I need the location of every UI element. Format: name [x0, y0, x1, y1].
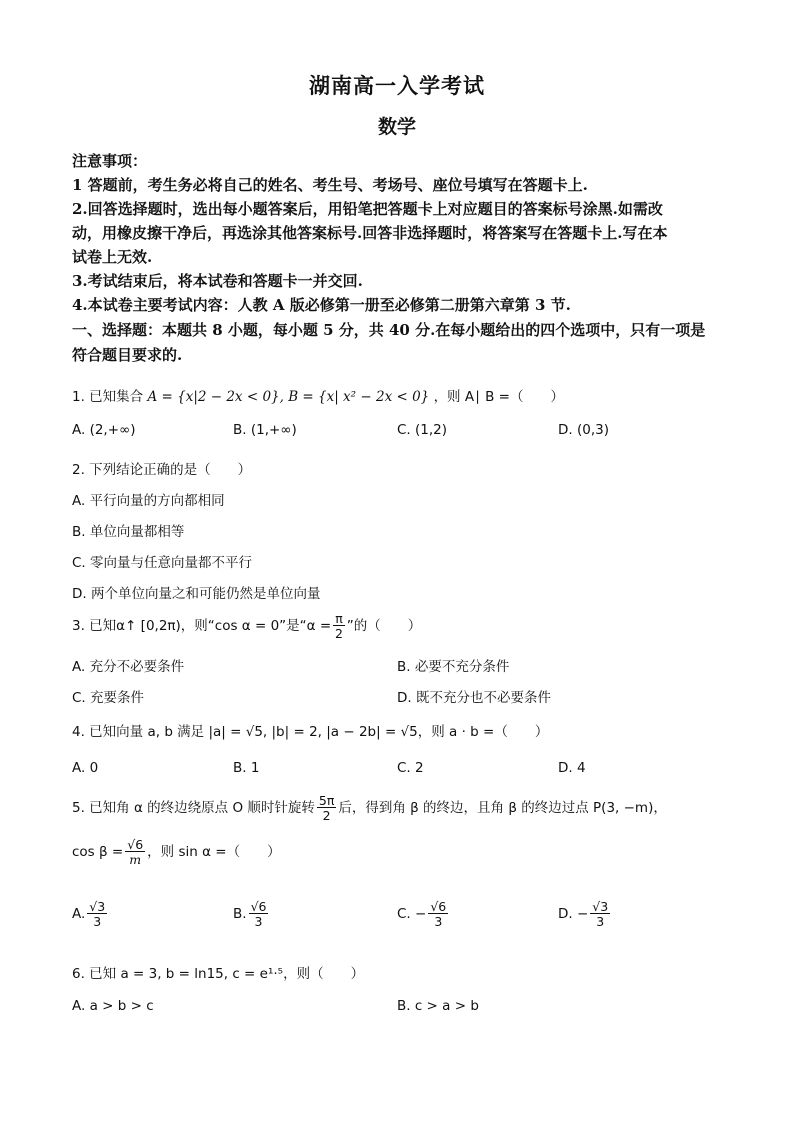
question-5-option-b-label: B.	[233, 906, 247, 923]
question-5-option-c-numerator: √6	[430, 899, 447, 914]
question-4-stem: 4. 已知向量 a, b 满足 |a| = √5, |b| = 2, |a − 2b| = √5，则 a · b =（ ）	[72, 724, 549, 740]
note-3: 3.考试结束后，将本试卷和答题卡一并交回.	[72, 272, 363, 290]
question-2-option-b: B. 单位向量都相等	[72, 524, 185, 540]
question-5-option-c-label: C. −	[397, 906, 427, 923]
question-1-option-b: B. (1,+∞)	[233, 422, 297, 438]
question-3-fraction-denominator: 2	[334, 626, 343, 642]
notes-heading: 注意事项：	[72, 152, 148, 170]
question-5-option-b-numerator: √6	[250, 899, 267, 914]
question-5-option-d-fraction	[590, 900, 610, 928]
question-4-option-a: A. 0	[72, 760, 99, 776]
question-3-suffix: ”的（ ）	[346, 618, 422, 635]
question-5-option-a	[72, 900, 109, 928]
question-5-option-d	[558, 900, 612, 928]
question-5-option-c	[397, 900, 450, 928]
question-1-stem	[72, 385, 564, 405]
question-2-option-d: D. 两个单位向量之和可能仍然是单位向量	[72, 586, 321, 602]
note-2-line-3: 试卷上无效.	[72, 248, 153, 266]
question-3-option-b: B. 必要不充分条件	[397, 659, 510, 675]
question-5-rotation-numerator: 5π	[318, 793, 335, 808]
question-3-option-a: A. 充分不必要条件	[72, 659, 185, 675]
question-5-condition-numerator: √6	[127, 837, 144, 852]
question-6-stem: 6. 已知 a = 3, b = ln15, c = e¹·⁵，则（ ）	[72, 966, 365, 982]
question-5-rotation-denominator: 2	[322, 808, 331, 824]
exam-title: 湖南高一入学考试	[309, 73, 485, 98]
question-5-option-d-label: D. −	[558, 906, 589, 923]
question-2-option-a: A. 平行向量的方向都相同	[72, 493, 225, 509]
question-2-stem: 2. 下列结论正确的是（ ）	[72, 462, 252, 478]
question-5-prefix: 5. 已知角 α 的终边绕原点 O 顺时针旋转	[72, 800, 315, 817]
question-5-option-a-fraction	[87, 900, 107, 928]
question-5-option-c-fraction	[428, 900, 448, 928]
question-3-prefix: 3. 已知α↑ [0,2π)，则“cos α = 0”是“α =	[72, 618, 332, 635]
question-2-option-c: C. 零向量与任意向量都不平行	[72, 555, 253, 571]
question-5-condition-denominator: m	[129, 852, 142, 868]
question-5-stem	[72, 794, 667, 822]
question-1-sets: A = {x|2 − 2x < 0}, B = {x| x² − 2x < 0}	[147, 389, 430, 405]
question-5-option-b-denominator: 3	[254, 914, 263, 930]
question-4-option-c: C. 2	[397, 760, 424, 776]
question-1-option-d: D. (0,3)	[558, 422, 609, 438]
question-5-option-b	[233, 900, 270, 928]
note-2-line-1: 2.回答选择题时，选出每小题答案后，用铅笔把答题卡上对应题目的答案标号涂黑.如需改	[72, 200, 663, 218]
question-5-option-a-label: A.	[72, 906, 86, 923]
question-6-option-a: A. a > b > c	[72, 998, 154, 1014]
question-5-option-a-numerator: √3	[89, 899, 106, 914]
note-1: 1 答题前，考生务必将自己的姓名、考生号、考场号、座位号填写在答题卡上.	[72, 176, 588, 194]
question-1-suffix: ，则 A∣ B =（ ）	[433, 389, 564, 405]
question-5-condition-prefix: cos β =	[72, 844, 124, 861]
note-2-line-2: 动，用橡皮擦干净后，再选涂其他答案标号.回答非选择题时，将答案写在答题卡上.写在本	[72, 224, 668, 242]
question-5-option-d-denominator: 3	[596, 914, 605, 930]
question-4-option-d: D. 4	[558, 760, 586, 776]
question-6-option-b: B. c > a > b	[397, 998, 479, 1014]
question-5-option-b-fraction	[249, 900, 269, 928]
question-3-option-d: D. 既不充分也不必要条件	[397, 690, 551, 706]
section-heading-line-2: 符合题目要求的.	[72, 346, 183, 364]
question-1-option-a: A. (2,+∞)	[72, 422, 136, 438]
question-4-option-b: B. 1	[233, 760, 260, 776]
question-5-rotation-fraction	[317, 794, 336, 822]
note-4: 4.本试卷主要考试内容：人教 A 版必修第一册至必修第二册第六章第 3 节.	[72, 296, 571, 314]
question-5-condition-fraction	[125, 838, 145, 866]
question-5-option-a-denominator: 3	[93, 914, 102, 930]
exam-subject: 数学	[377, 116, 416, 138]
question-5-option-c-denominator: 3	[434, 914, 443, 930]
question-5-condition	[72, 838, 281, 866]
question-3-stem	[72, 612, 421, 640]
section-heading-line-1: 一、选择题：本题共 8 小题，每小题 5 分，共 40 分.在每小题给出的四个选项中，只有一项是	[72, 321, 706, 339]
question-5-suffix: 后，得到角 β 的终边，且角 β 的终边过点 P(3, −m)，	[338, 800, 667, 817]
question-5-condition-suffix: ，则 sin α =（ ）	[147, 844, 281, 861]
question-3-fraction-numerator: π	[335, 611, 343, 626]
question-3-fraction	[333, 612, 345, 640]
question-5-option-d-numerator: √3	[592, 899, 609, 914]
question-1-option-c: C. (1,2)	[397, 422, 448, 438]
question-1-prefix: 1. 已知集合	[72, 389, 144, 405]
question-3-option-c: C. 充要条件	[72, 690, 145, 706]
